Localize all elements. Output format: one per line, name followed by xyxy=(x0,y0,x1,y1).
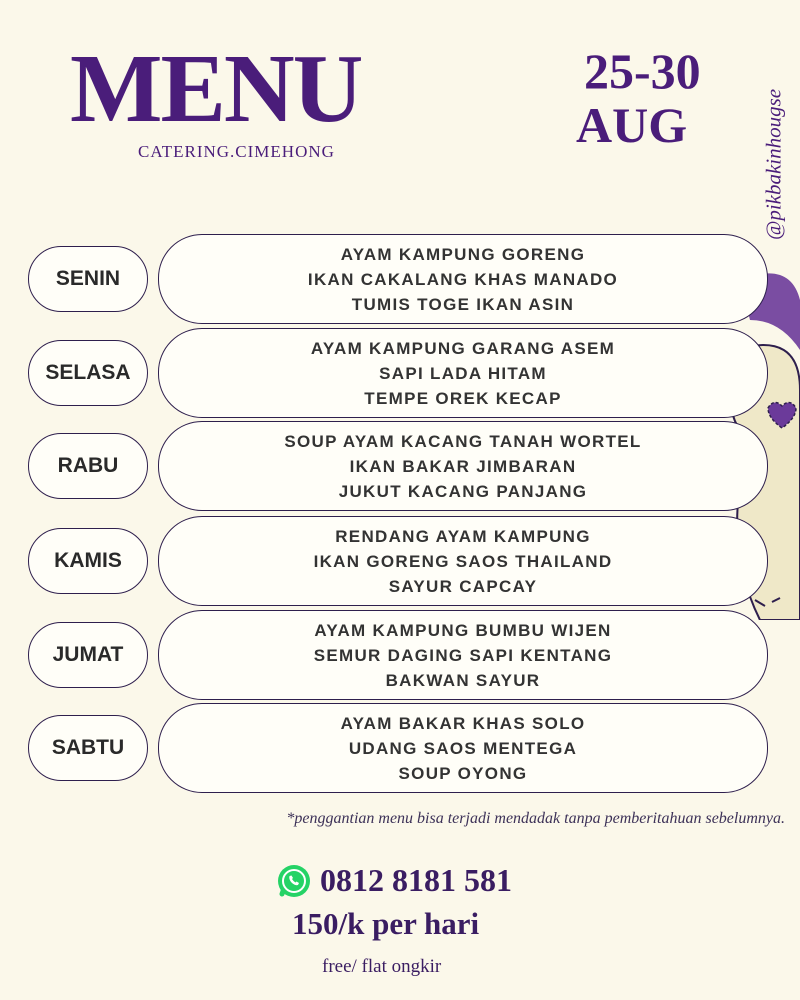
dish-item: IKAN CAKALANG KHAS MANADO xyxy=(307,269,619,289)
date-range xyxy=(576,44,736,152)
day-label: KAMIS xyxy=(28,528,148,594)
dish-item: SEMUR DAGING SAPI KENTANG xyxy=(313,645,613,665)
dish-list xyxy=(158,516,768,606)
dish-item: JUKUT KACANG PANJANG xyxy=(338,481,588,501)
dish-item: IKAN GORENG SAOS THAILAND xyxy=(313,551,613,571)
social-handle: @pikbakinhougse xyxy=(761,88,786,240)
day-label: JUMAT xyxy=(28,622,148,688)
dish-item: AYAM KAMPUNG GARANG ASEM xyxy=(310,338,616,358)
dish-item: SAPI LADA HITAM xyxy=(379,363,547,383)
dish-item: SOUP OYONG xyxy=(398,763,528,783)
dish-item: BAKWAN SAYUR xyxy=(385,670,541,690)
date-month: AUG xyxy=(576,97,688,153)
dish-item: IKAN BAKAR JIMBARAN xyxy=(349,456,577,476)
day-label: RABU xyxy=(28,433,148,499)
phone-number: 0812 8181 581 xyxy=(320,862,512,898)
day-label: SENIN xyxy=(28,246,148,312)
contact-phone[interactable] xyxy=(276,862,512,899)
dish-list xyxy=(158,421,768,511)
menu-row-senin xyxy=(28,234,770,324)
dish-item: RENDANG AYAM KAMPUNG xyxy=(335,526,591,546)
daily-price: 150/k per hari xyxy=(292,906,480,941)
dish-list xyxy=(158,610,768,700)
menu-row-selasa xyxy=(28,328,770,418)
dish-item: SAYUR CAPCAY xyxy=(388,576,538,596)
menu-title: MENU xyxy=(70,35,362,143)
shipping-info: free/ flat ongkir xyxy=(322,956,442,977)
dish-item: AYAM BAKAR KHAS SOLO xyxy=(340,713,586,733)
menu-row-jumat xyxy=(28,610,770,700)
dish-list xyxy=(158,703,768,793)
menu-row-rabu xyxy=(28,421,770,511)
disclaimer-note: *penggantian menu bisa terjadi mendadak tanpa pemberitahuan sebelumnya. xyxy=(286,810,785,827)
dish-list xyxy=(158,234,768,324)
dish-item: AYAM KAMPUNG BUMBU WIJEN xyxy=(314,620,612,640)
date-days: 25-30 xyxy=(584,43,701,99)
catering-name: CATERING.CIMEHONG xyxy=(138,142,335,161)
dish-item: TEMPE OREK KECAP xyxy=(364,388,562,408)
menu-row-kamis xyxy=(28,516,770,606)
dish-item: AYAM KAMPUNG GORENG xyxy=(340,244,586,264)
dish-item: UDANG SAOS MENTEGA xyxy=(348,738,578,758)
day-label: SELASA xyxy=(28,340,148,406)
dish-list xyxy=(158,328,768,418)
whatsapp-icon xyxy=(276,863,312,899)
dish-item: SOUP AYAM KACANG TANAH WORTEL xyxy=(284,431,642,451)
menu-row-sabtu xyxy=(28,703,770,793)
day-label: SABTU xyxy=(28,715,148,781)
dish-item: TUMIS TOGE IKAN ASIN xyxy=(351,294,575,314)
